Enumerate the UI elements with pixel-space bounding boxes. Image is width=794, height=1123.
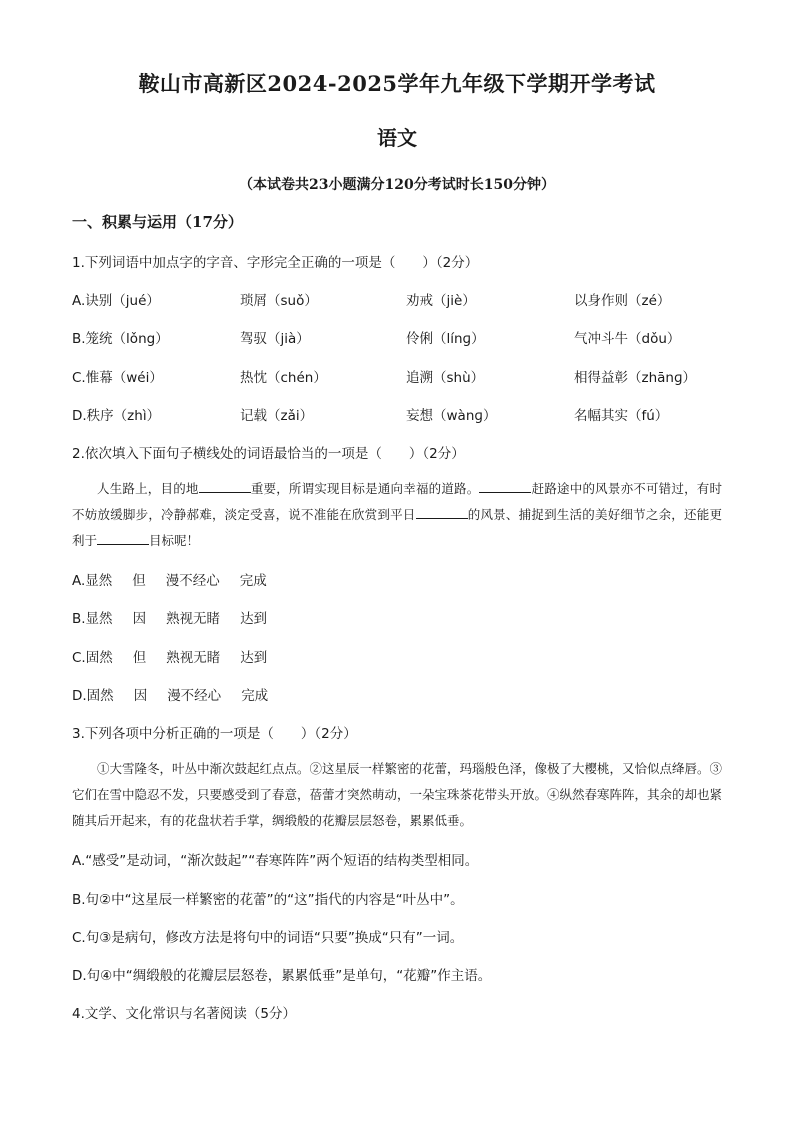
q3-stem: 3.下列各项中分析正确的一项是（ ）（2分） (72, 726, 357, 742)
option-cell: 驾驭（jià） (240, 331, 310, 347)
option-cell: 达到 (240, 611, 268, 627)
option-cell: D.秩序（zhì） (72, 408, 161, 424)
option-cell: A.显然 (72, 573, 113, 589)
q3-option-a: A.“感受”是动词，“渐次鼓起”“春寒阵阵”两个短语的结构类型相同。 (72, 853, 479, 869)
q2-option-d (72, 684, 288, 704)
q3-passage: ①大雪隆冬，叶丛中渐次鼓起红点点。②这星辰一样繁密的花蕾，玛瑙般色泽，像极了大樱桃，又恰似点绛唇。③它们在雪中隐忍不发，只要感受到了春意，蓓蕾才突然萌动，一朵宝珠茶花带头开放。④纵然春寒阵阵，其余的却也紧随其后开起来，有的花盘状若手掌，绸缎般的花瓣层层怒卷，累累低垂。 (72, 761, 723, 828)
q4-stem: 4.文学、文化常识与名著阅读（5分） (72, 1006, 296, 1022)
q3-option-b: B.句②中“这星辰一样繁密的花蕾”的“这”指代的内容是“叶丛中”。 (72, 892, 464, 908)
fill-blank (479, 480, 531, 493)
section-heading: 一、积累与运用（17分） (72, 213, 243, 231)
passage-text: 重要，所谓实现目标是通向幸福的道路。 (250, 481, 480, 496)
option-cell: 完成 (239, 573, 267, 589)
fill-blank (199, 480, 251, 493)
q3-option-d: D.句④中“绸缎般的花瓣层层怒卷，累累低垂”是单句，“花瓣”作主语。 (72, 968, 492, 984)
exam-title: 鞍山市高新区2024-2025学年九年级下学期开学考试 (138, 71, 656, 96)
option-cell: 因 (132, 611, 147, 627)
option-cell: C.固然 (72, 650, 113, 666)
passage-text: 目标呢！ (149, 533, 200, 548)
q1-stem: 1.下列词语中加点字的字音、字形完全正确的一项是（ ）（2分） (72, 255, 479, 271)
option-cell: 达到 (240, 650, 268, 666)
passage-text: 的风景、捕捉到生活的美好细节之余，还能更利于 (72, 507, 722, 548)
q2-passage (72, 476, 722, 554)
option-cell: 热忱（chén） (240, 370, 327, 386)
option-cell: 妄想（wànɡ） (406, 408, 497, 424)
option-cell: 因 (133, 688, 148, 704)
fill-blank (416, 506, 468, 519)
q2-stem: 2.依次填入下面句子横线处的词语最恰当的一项是（ ）（2分） (72, 446, 465, 462)
option-cell: 但 (132, 650, 147, 666)
option-cell: 劝戒（jiè） (406, 293, 476, 309)
option-cell: 伶俐（línɡ） (406, 331, 485, 347)
q2-option-c (72, 646, 287, 666)
q2-option-a (72, 569, 287, 589)
option-cell: B.笼统（lǒng） (72, 331, 169, 347)
fill-blank (97, 532, 149, 545)
option-cell: 名幅其实（fú） (574, 408, 669, 424)
subject-title: 语文 (377, 126, 417, 150)
passage-text: 赶路途中的风景亦不可错过，有时不妨放缓脚步，冷静郝难，淡定受喜，说不准能在欣赏到平日 (72, 481, 722, 522)
option-cell: 琐屑（suǒ） (240, 293, 318, 309)
option-cell: A.诀别（jué） (72, 293, 160, 309)
option-cell: 漫不经心 (165, 573, 220, 589)
option-cell: 熟视无睹 (166, 650, 221, 666)
option-cell: C.惟幕（wéi） (72, 370, 163, 386)
option-cell: 但 (132, 573, 146, 589)
option-cell: 追溯（shù） (406, 370, 485, 386)
passage-text: 人生路上，目的地 (97, 481, 199, 496)
option-cell: 相得益彰（zhānɡ） (574, 370, 697, 386)
q3-option-c: C.句③是病句，修改方法是将句中的词语“只要”换成“只有”一词。 (72, 930, 464, 946)
option-cell: 完成 (241, 688, 269, 704)
option-cell: 熟视无睹 (166, 611, 221, 627)
option-cell: 漫不经心 (167, 688, 222, 704)
option-cell: 气冲斗牛（dǒu） (574, 331, 681, 347)
exam-note: （本试卷共23小题满分120分考试时长150分钟） (239, 177, 555, 193)
option-cell: 记载（zǎi） (240, 408, 314, 424)
option-cell: D.固然 (72, 688, 114, 704)
option-cell: 以身作则（zé） (574, 293, 671, 309)
option-cell: B.显然 (72, 611, 113, 627)
q2-option-b (72, 607, 287, 627)
